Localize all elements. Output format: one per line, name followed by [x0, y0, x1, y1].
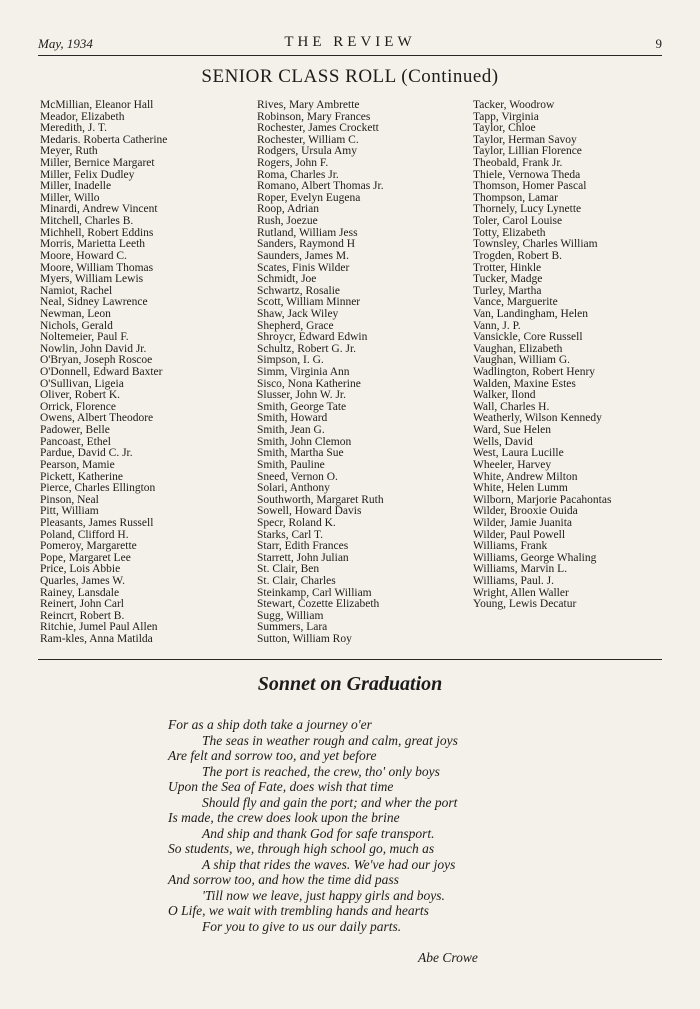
roll-name: Wilder, Jamie Juanita [473, 516, 573, 529]
roll-name: Miller, Felix Dudley [40, 168, 135, 181]
roll-name: West, Laura Lucille [473, 447, 564, 460]
roll-name: Trotter, Hinkle [473, 261, 542, 274]
roll-name: Wilborn, Marjorie Pacahontas [473, 493, 612, 506]
roll-name: Thompson, Lamar [473, 191, 558, 204]
roll-name: Robinson, Mary Frances [257, 110, 371, 123]
roll-name: Rochester, William C. [257, 133, 359, 146]
poem-line: For as a ship doth take a journey o'er [168, 717, 372, 732]
roll-name: Nichols, Gerald [40, 319, 113, 332]
roll-name: White, Helen Lumm [473, 482, 568, 495]
roll-name: Wilder, Paul Powell [473, 528, 566, 541]
roll-name: Thiele, Vernowa Theda [473, 168, 581, 181]
roll-name: Summers, Lara [257, 621, 328, 634]
poem-line: For you to give to us our daily parts. [202, 918, 402, 934]
roll-name: Namiot, Rachel [40, 284, 113, 297]
roll-name: Scates, Finis Wilder [257, 261, 350, 274]
roll-name: Miller, Willo [40, 191, 100, 204]
roll-name: Sisco, Nona Katherine [257, 377, 361, 390]
roll-name: Smith, Pauline [257, 458, 325, 471]
roll-name: Ritchie, Jumel Paul Allen [40, 621, 158, 634]
roll-name: Rodgers, Ursula Amy [257, 145, 357, 158]
roll-name: Rives, Mary Ambrette [257, 99, 360, 111]
roll-name: Moore, William Thomas [40, 261, 154, 274]
roll-name: Pearson, Mamie [40, 458, 115, 471]
roll-name: Roop, Adrian [257, 203, 319, 216]
roll-name: Schmidt, Joe [257, 273, 317, 286]
roll-name: Ram-kles, Anna Matilda [40, 633, 153, 646]
roll-name: Simm, Virginia Ann [257, 366, 350, 379]
roll-name: Wheeler, Harvey [473, 458, 552, 471]
roll-name: Padower, Belle [40, 424, 110, 437]
poem-line: And ship and thank God for safe transport. [202, 825, 435, 841]
roll-name: Pitt, William [40, 505, 99, 518]
roll-name: Williams, George Whaling [473, 551, 597, 564]
roll-name: Poland, Clifford H. [40, 528, 129, 541]
roll-name: Tacker, Woodrow [473, 99, 555, 111]
roll-name: Neal, Sidney Lawrence [40, 296, 148, 309]
roll-name: Pinson, Neal [40, 493, 99, 506]
roll-name: Walker, Ilond [473, 389, 536, 402]
roll-name: Miller, Bernice Margaret [40, 157, 155, 170]
issue-date: May, 1934 [38, 36, 93, 51]
roll-name: Nowlin, John David Jr. [40, 342, 147, 355]
roll-name: Thomson, Homer Pascal [473, 180, 587, 193]
roll-name: Vansickle, Core Russell [473, 331, 583, 344]
roll-name: Vann, J. P. [473, 319, 521, 332]
roll-name: Rutland, William Jess [257, 226, 358, 239]
section-divider [38, 659, 662, 660]
roll-column-2 [257, 100, 472, 646]
roll-name: Roper, Evelyn Eugena [257, 191, 361, 204]
roll-name: O'Bryan, Joseph Roscoe [40, 354, 153, 367]
roll-column-3 [473, 100, 688, 611]
roll-name: Williams, Paul. J. [473, 574, 554, 587]
roll-name: Specr, Roland K. [257, 516, 336, 529]
roll-name: Smith, Jean G. [257, 424, 325, 437]
header-rule [38, 55, 662, 56]
roll-name: Sowell, Howard Davis [257, 505, 362, 518]
roll-name: Pardue, David C. Jr. [40, 447, 133, 460]
roll-name: Walden, Maxine Estes [473, 377, 576, 390]
poem-body [168, 717, 628, 934]
roll-name: Shaw, Jack Wiley [257, 307, 339, 320]
roll-name: Reinert, John Carl [40, 598, 124, 611]
roll-name: Myers, William Lewis [40, 273, 144, 286]
roll-name: Williams, Frank [473, 540, 548, 553]
roll-name: Starrett, John Julian [257, 551, 349, 564]
class-roll [40, 100, 670, 650]
roll-name: Scott, William Minner [257, 296, 361, 309]
roll-name: Townsley, Charles William [473, 238, 598, 251]
roll-name: Medaris. Roberta Catherine [40, 133, 168, 146]
roll-name: Taylor, Chloe [473, 122, 536, 135]
poem-line: And sorrow too, and how the time did pass [168, 872, 399, 887]
roll-name: Wells, David [473, 435, 533, 448]
roll-name: Stewart, Cozette Elizabeth [257, 598, 380, 611]
roll-name: Oliver, Robert K. [40, 389, 121, 402]
roll-name: Thornely, Lucy Lynette [473, 203, 582, 216]
roll-name: O'Donnell, Edward Baxter [40, 366, 163, 379]
roll-name: Van, Landingham, Helen [473, 307, 588, 320]
roll-name: Rush, Joezue [257, 215, 318, 228]
roll-name: Owens, Albert Theodore [40, 412, 154, 425]
roll-name: Wadlington, Robert Henry [473, 366, 596, 379]
roll-name: Vaughan, William G. [473, 354, 571, 367]
roll-name: Sutton, William Roy [257, 633, 352, 646]
roll-name: Smith, George Tate [257, 400, 347, 413]
roll-name: Quarles, James W. [40, 574, 125, 587]
section-title: SENIOR CLASS ROLL (Continued) [201, 66, 499, 87]
page-number: 9 [655, 36, 662, 51]
roll-name: Starks, Carl T. [257, 528, 324, 541]
roll-name: Trogden, Robert B. [473, 249, 563, 262]
poem-line: The seas in weather rough and calm, great joys [202, 732, 458, 748]
roll-name: Simpson, I. G. [257, 354, 324, 367]
roll-name: Miller, Inadelle [40, 180, 112, 193]
roll-name: Solari, Anthony [257, 482, 330, 495]
roll-name: Smith, Howard [257, 412, 328, 425]
roll-name: Pickett, Katherine [40, 470, 124, 483]
roll-name: Steinkamp, Carl William [257, 586, 372, 599]
poem-line: Should fly and gain the port; and wher the port [202, 794, 458, 810]
roll-name: Toler, Carol Louise [473, 215, 563, 228]
roll-name: Pierce, Charles Ellington [40, 482, 156, 495]
roll-name: McMillian, Eleanor Hall [40, 99, 154, 111]
roll-name: Schultz, Robert G. Jr. [257, 342, 357, 355]
roll-name: Smith, Martha Sue [257, 447, 344, 460]
poem-line: Are felt and sorrow too, and yet before [168, 748, 377, 763]
roll-name: Noltemeier, Paul F. [40, 331, 129, 344]
roll-name: Sneed, Vernon O. [257, 470, 338, 483]
roll-name: Rochester, James Crockett [257, 122, 379, 135]
roll-name: Meredith, J. T. [40, 122, 107, 135]
roll-name: Romano, Albert Thomas Jr. [257, 180, 384, 193]
roll-name: Tucker, Madge [473, 273, 543, 286]
roll-name: Reincrt, Robert B. [40, 609, 125, 622]
roll-name: Tapp, Virginia [473, 110, 539, 123]
roll-name: White, Andrew Milton [473, 470, 578, 483]
roll-name: Pancoast, Ethel [40, 435, 111, 448]
roll-name: Sanders, Raymond H [257, 238, 356, 251]
roll-name: Rainey, Lansdale [40, 586, 120, 599]
roll-name: Mitchell, Charles B. [40, 215, 134, 228]
roll-name: Pleasants, James Russell [40, 516, 154, 529]
roll-name: Newman, Leon [40, 307, 111, 320]
roll-name: Taylor, Herman Savoy [473, 133, 577, 146]
roll-name: Saunders, James M. [257, 249, 349, 262]
poem-line: A ship that rides the waves. We've had our joys [202, 856, 456, 872]
roll-name: Totty, Elizabeth [473, 226, 546, 239]
roll-name: Meador, Elizabeth [40, 110, 125, 123]
roll-name: Schwartz, Rosalie [257, 284, 341, 297]
roll-name: Turley, Martha [473, 284, 542, 297]
roll-name: Morris, Marietta Leeth [40, 238, 146, 251]
roll-name: Sugg, William [257, 609, 324, 622]
roll-name: Orrick, Florence [40, 400, 116, 413]
roll-name: Southworth, Margaret Ruth [257, 493, 384, 506]
poem-line: 'Till now we leave, just happy girls and boys. [202, 887, 445, 903]
roll-name: Price, Lois Abbie [40, 563, 121, 576]
roll-name: Shepherd, Grace [257, 319, 334, 332]
poem-line: The port is reached, the crew, tho' only boys [202, 763, 440, 779]
roll-name: Ward, Sue Helen [473, 424, 551, 437]
roll-name: Minardi, Andrew Vincent [40, 203, 158, 216]
roll-name: Rogers, John F. [257, 157, 329, 170]
page-header [38, 34, 662, 54]
roll-name: St. Clair, Ben [257, 563, 320, 576]
roll-name: O'Sullivan, Ligeia [40, 377, 124, 390]
roll-name: Smith, John Clemon [257, 435, 352, 448]
roll-name: Wilder, Brooxie Ouida [473, 505, 578, 518]
roll-name: Weatherly, Wilson Kennedy [473, 412, 602, 425]
poem-author: Abe Crowe [418, 950, 478, 965]
poem-line: Is made, the crew does look upon the brine [168, 810, 400, 825]
roll-name: Theobald, Frank Jr. [473, 157, 563, 170]
roll-name: Slusser, John W. Jr. [257, 389, 347, 402]
roll-name: Meyer, Ruth [40, 145, 98, 158]
poem-line: So students, we, through high school go, much as [168, 841, 435, 856]
roll-name: Moore, Howard C. [40, 249, 127, 262]
roll-name: Pomeroy, Margarette [40, 540, 137, 553]
roll-name: Young, Lewis Decatur [473, 598, 577, 611]
roll-name: Starr, Edith Frances [257, 540, 349, 553]
roll-name: Shroycr, Edward Edwin [257, 331, 368, 344]
publication-title: THE REVIEW [284, 34, 416, 50]
roll-column-1 [40, 100, 250, 646]
poem-line: Upon the Sea of Fate, does wish that time [168, 779, 394, 794]
roll-name: Wright, Allen Waller [473, 586, 569, 599]
roll-name: Wall, Charles H. [473, 400, 550, 413]
roll-name: Williams, Marvin L. [473, 563, 568, 576]
roll-name: Pope, Margaret Lee [40, 551, 131, 564]
roll-name: Taylor, Lillian Florence [473, 145, 582, 158]
roll-name: Michhell, Robert Eddins [40, 226, 154, 239]
roll-name: Vaughan, Elizabeth [473, 342, 563, 355]
roll-name: St. Clair, Charles [257, 574, 336, 587]
roll-name: Vance, Marguerite [473, 296, 558, 309]
poem-title: Sonnet on Graduation [257, 673, 443, 695]
roll-name: Roma, Charles Jr. [257, 168, 339, 181]
poem-line: O Life, we wait with trembling hands and hearts [168, 903, 429, 918]
